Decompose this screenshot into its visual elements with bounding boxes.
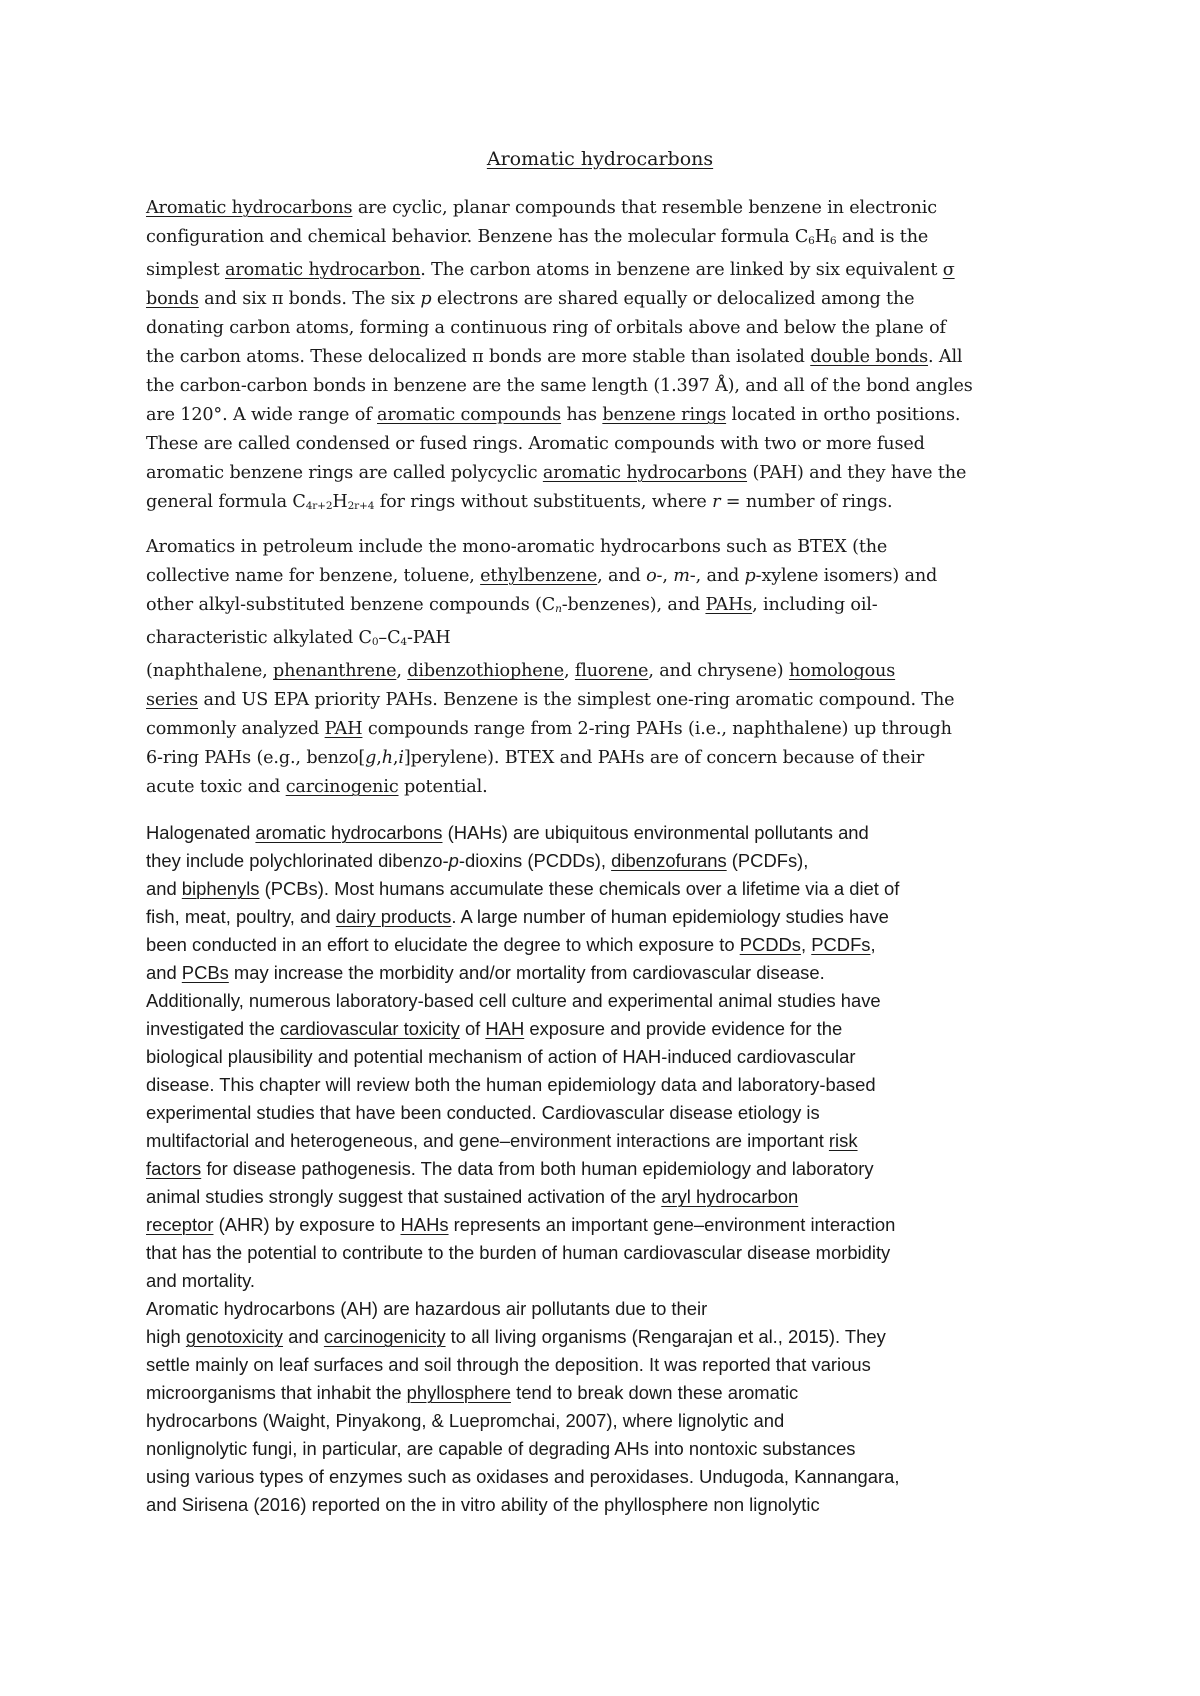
text-run: ]perylene). BTEX and PAHs are of concern because of their <box>403 748 925 769</box>
subscript-text: 6 <box>808 235 815 248</box>
text-run: represents an important gene–environment interaction <box>448 1214 896 1235</box>
text-line <box>146 314 1076 343</box>
text-run: high <box>146 1326 186 1347</box>
hyperlink-text[interactable]: dibenzofurans <box>611 850 727 871</box>
text-run: general formula C <box>146 492 306 513</box>
text-line <box>146 488 1076 521</box>
text-run: investigated the <box>146 1018 280 1039</box>
text-run: and US EPA priority PAHs. Benzene is the simplest one-ring aromatic compound. The <box>198 690 955 711</box>
text-run: H <box>814 227 830 247</box>
text-line <box>146 959 1076 987</box>
hyperlink-text[interactable]: biphenyls <box>181 878 260 899</box>
text-run: o <box>646 566 657 586</box>
text-line <box>146 773 1076 802</box>
text-line <box>146 562 1076 591</box>
text-line <box>146 1407 1076 1435</box>
text-line <box>146 686 1076 715</box>
paragraph-aromatic-hydrocarbons <box>146 194 1076 521</box>
text-run: the carbon-carbon bonds in benzene are the same length (1.397 Å), and all of the bond angles <box>146 376 973 397</box>
text-run: h <box>381 748 393 769</box>
text-run: of <box>459 1018 486 1039</box>
text-run: has <box>561 405 603 426</box>
text-run: biological plausibility and potential mechanism of action of HAH-induced cardiovascular <box>146 1046 856 1067</box>
text-line <box>146 1323 1076 1351</box>
hyperlink-text[interactable]: fluorene <box>574 661 649 682</box>
text-run: using various types of enzymes such as oxidases and peroxidases. Undugoda, Kannangara, <box>146 1466 900 1487</box>
text-run: commonly analyzed <box>146 719 325 740</box>
text-run: collective name for benzene, toluene, <box>146 566 481 586</box>
text-run: -, and <box>689 566 745 586</box>
text-run: g <box>365 748 377 769</box>
hyperlink-text[interactable]: phenanthrene <box>273 661 397 682</box>
text-line <box>146 1071 1076 1099</box>
hyperlink-text[interactable]: σ <box>942 260 955 281</box>
text-run: donating carbon atoms, forming a continuous ring of orbitals above and below the plane of <box>146 318 946 339</box>
text-run: , <box>392 748 399 769</box>
text-run: , and <box>597 566 647 586</box>
text-line <box>146 256 1076 285</box>
text-run: p <box>448 850 459 871</box>
hyperlink-text[interactable]: aromatic hydrocarbons <box>542 463 748 484</box>
text-line <box>146 987 1076 1015</box>
hyperlink-text[interactable]: carcinogenicity <box>323 1326 446 1347</box>
text-line <box>146 744 1076 773</box>
document-title: Aromatic hydrocarbons <box>486 148 714 170</box>
text-run: that has the potential to contribute to the burden of human cardiovascular disease morbidity <box>146 1242 891 1263</box>
subscript-text: 2r+4 <box>347 500 375 513</box>
text-run: , <box>564 661 575 682</box>
text-run: may increase the morbidity and/or mortality from cardiovascular disease. <box>228 962 825 983</box>
text-run: settle mainly on leaf surfaces and soil through the deposition. It was reported that various <box>146 1354 871 1375</box>
hyperlink-text[interactable]: dairy products <box>335 906 452 927</box>
text-run: Aromatic hydrocarbons (AH) are hazardous air pollutants due to their <box>146 1298 708 1319</box>
text-run: (PAH) and they have the <box>747 463 967 484</box>
text-run: to all living organisms (Rengarajan et al., 2015). They <box>445 1326 886 1347</box>
text-line <box>146 430 1076 459</box>
text-run: microorganisms that inhabit the <box>146 1382 407 1403</box>
text-line <box>146 1043 1076 1071</box>
text-line <box>146 1295 1076 1323</box>
subscript-text: 4 <box>400 636 407 649</box>
text-run: configuration and chemical behavior. Benzene has the molecular formula C <box>146 227 809 247</box>
text-run: and six π bonds. The six <box>198 289 421 310</box>
text-run: acute toxic and <box>146 777 286 798</box>
text-run: and Sirisena (2016) reported on the in vitro ability of the phyllosphere non lignolytic <box>146 1494 820 1515</box>
text-line <box>146 903 1076 931</box>
text-line <box>146 1183 1076 1211</box>
text-run: are cyclic, planar compounds that resemble benzene in electronic <box>352 198 937 218</box>
hyperlink-text[interactable]: PCDDs <box>739 934 801 955</box>
hyperlink-text[interactable]: HAHs <box>400 1214 449 1235</box>
hyperlink-text[interactable]: dibenzothiophene <box>407 661 564 682</box>
text-run: 6-ring PAHs (e.g., benzo[ <box>146 748 366 769</box>
hyperlink-text[interactable]: aryl hydrocarbon <box>661 1186 799 1207</box>
subscript-text: 6 <box>829 235 837 248</box>
text-line <box>146 1211 1076 1239</box>
text-line <box>146 1379 1076 1407</box>
hyperlink-text[interactable]: PAH <box>324 719 363 740</box>
text-run: –C <box>378 628 401 649</box>
text-run: . The carbon atoms in benzene are linked by six equivalent <box>420 260 943 281</box>
text-run: hydrocarbons (Waight, Pinyakong, & Luepromchai, 2007), where lignolytic and <box>146 1410 785 1431</box>
hyperlink-text[interactable]: genotoxicity <box>185 1326 284 1347</box>
text-line <box>146 194 1076 223</box>
text-line <box>146 875 1076 903</box>
text-run: -dioxins (PCDDs), <box>458 850 612 871</box>
text-run: , <box>870 934 876 955</box>
text-run: . All <box>928 347 963 368</box>
text-line <box>146 847 1076 875</box>
hyperlink-text[interactable]: risk <box>828 1130 858 1151</box>
text-line <box>146 343 1076 372</box>
hyperlink-text[interactable]: phyllosphere <box>406 1382 511 1403</box>
text-run: for disease pathogenesis. The data from both human epidemiology and laboratory <box>201 1158 874 1179</box>
hyperlink-text[interactable]: PAHs <box>705 595 753 615</box>
text-line <box>146 1155 1076 1183</box>
text-run: and <box>146 878 182 899</box>
hyperlink-text[interactable]: PCDFs <box>811 934 871 955</box>
text-line <box>146 591 1076 624</box>
text-run: These are called condensed or fused rings. Aromatic compounds with two or more fused <box>146 434 925 455</box>
text-run: simplest <box>146 260 225 281</box>
text-line <box>146 1099 1076 1127</box>
hyperlink-text[interactable]: homologous <box>788 661 896 682</box>
text-run: and <box>283 1326 324 1347</box>
hyperlink-text[interactable]: HAH <box>485 1018 525 1039</box>
text-run: (AHR) by exposure to <box>213 1214 401 1235</box>
text-run: r <box>712 492 721 513</box>
text-run: nonlignolytic fungi, in particular, are capable of degrading AHs into nontoxic substances <box>146 1438 856 1459</box>
hyperlink-text[interactable]: PCBs <box>181 962 229 983</box>
text-run: , <box>376 748 382 769</box>
text-run: and <box>146 962 182 983</box>
text-run: exposure and provide evidence for the <box>524 1018 843 1039</box>
text-run: -, <box>656 566 674 586</box>
text-run: = number of rings. <box>720 492 893 513</box>
text-run: been conducted in an effort to elucidate the degree to which exposure to <box>146 934 740 955</box>
text-line <box>146 1015 1076 1043</box>
text-run: electrons are shared equally or delocalized among the <box>431 289 915 310</box>
text-run: -benzenes), and <box>561 595 706 615</box>
text-run: tend to break down these aromatic <box>510 1382 799 1403</box>
text-line <box>146 372 1076 401</box>
hyperlink-text[interactable]: series <box>146 690 199 711</box>
text-line <box>146 285 1076 314</box>
hyperlink-text[interactable]: receptor <box>146 1214 214 1235</box>
text-run: other alkyl-substituted benzene compounds (C <box>146 595 556 615</box>
text-run: (PCDFs), <box>726 850 809 871</box>
text-line <box>146 1239 1076 1267</box>
text-line <box>146 223 1076 256</box>
text-run: . A large number of human epidemiology studies have <box>451 906 889 927</box>
text-run: i <box>398 748 404 769</box>
hyperlink-text[interactable]: benzene rings <box>602 405 727 426</box>
hyperlink-text[interactable]: aromatic compounds <box>377 405 562 426</box>
text-run: animal studies strongly suggest that sustained activation of the <box>146 1186 662 1207</box>
hyperlink-text[interactable]: ethylbenzene <box>480 566 598 586</box>
text-line <box>146 715 1076 744</box>
text-run: (HAHs) are ubiquitous environmental pollutants and <box>442 822 869 843</box>
hyperlink-text[interactable]: aromatic hydrocarbon <box>224 260 421 281</box>
hyperlink-text[interactable]: Aromatic hydrocarbons <box>146 198 353 218</box>
text-run: multifactorial and heterogeneous, and gene–environment interactions are important <box>146 1130 829 1151</box>
text-run: , <box>396 661 408 682</box>
text-run: located in ortho positions. <box>726 405 961 426</box>
text-line <box>146 931 1076 959</box>
text-run: experimental studies that have been conducted. Cardiovascular disease etiology is <box>146 1102 820 1123</box>
text-run: are 120°. A wide range of <box>146 405 378 426</box>
text-run: they include polychlorinated dibenzo- <box>146 850 449 871</box>
text-run: p <box>420 289 432 310</box>
text-run: , and chrysene) <box>648 661 789 682</box>
hyperlink-text[interactable]: cardiovascular toxicity <box>279 1018 460 1039</box>
text-line <box>146 1267 1076 1295</box>
text-run: , <box>801 934 812 955</box>
text-run: aromatic benzene rings are called polycyclic <box>146 463 543 484</box>
text-run: (naphthalene, <box>146 661 274 682</box>
text-run: the carbon atoms. These delocalized π bonds are more stable than isolated <box>146 347 811 368</box>
subscript-text: 4r+2 <box>305 500 333 513</box>
text-run: disease. This chapter will review both the human epidemiology data and laboratory-based <box>146 1074 876 1095</box>
text-line <box>146 1491 1076 1519</box>
text-line <box>146 1351 1076 1379</box>
text-run: (PCBs). Most humans accumulate these chemicals over a lifetime via a diet of <box>259 878 900 899</box>
text-run: and mortality. <box>146 1270 256 1291</box>
text-line <box>146 1435 1076 1463</box>
text-line <box>146 1463 1076 1491</box>
text-run: H <box>332 492 348 513</box>
text-run: m <box>673 566 690 586</box>
text-line <box>146 1127 1076 1155</box>
subscript-text: 0 <box>371 636 379 649</box>
text-run: -PAH <box>406 628 451 649</box>
text-line <box>146 459 1076 488</box>
text-run: p <box>744 566 756 586</box>
text-run: and is the <box>836 227 929 247</box>
paragraph-aromatics-in-petroleum <box>146 533 1076 802</box>
text-line <box>146 819 1076 847</box>
text-run: Additionally, numerous laboratory-based cell culture and experimental animal studies have <box>146 990 881 1011</box>
subscript-text: n <box>555 603 562 616</box>
hyperlink-text[interactable]: factors <box>146 1158 202 1179</box>
text-run: , including oil- <box>752 595 878 615</box>
text-line <box>146 657 1076 686</box>
hyperlink-text[interactable]: double bonds <box>810 347 929 368</box>
text-run: characteristic alkylated C <box>146 628 372 649</box>
text-run: -xylene isomers) and <box>755 566 938 586</box>
text-run: for rings without substituents, where <box>374 492 713 513</box>
hyperlink-text[interactable]: bonds <box>146 289 199 310</box>
hyperlink-text[interactable]: carcinogenic <box>285 777 399 798</box>
text-run: potential. <box>398 777 488 798</box>
text-run: compounds range from 2-ring PAHs (i.e., naphthalene) up through <box>362 719 952 740</box>
text-line <box>146 401 1076 430</box>
text-line <box>146 624 1076 657</box>
text-run: fish, meat, poultry, and <box>146 906 336 927</box>
text-run: Halogenated <box>146 822 256 843</box>
text-run: Aromatics in petroleum include the mono-aromatic hydrocarbons such as BTEX (the <box>146 537 888 557</box>
text-line <box>146 533 1076 562</box>
hyperlink-text[interactable]: aromatic hydrocarbons <box>255 822 443 843</box>
paragraph-halogenated-hydrocarbons <box>146 819 1076 1519</box>
